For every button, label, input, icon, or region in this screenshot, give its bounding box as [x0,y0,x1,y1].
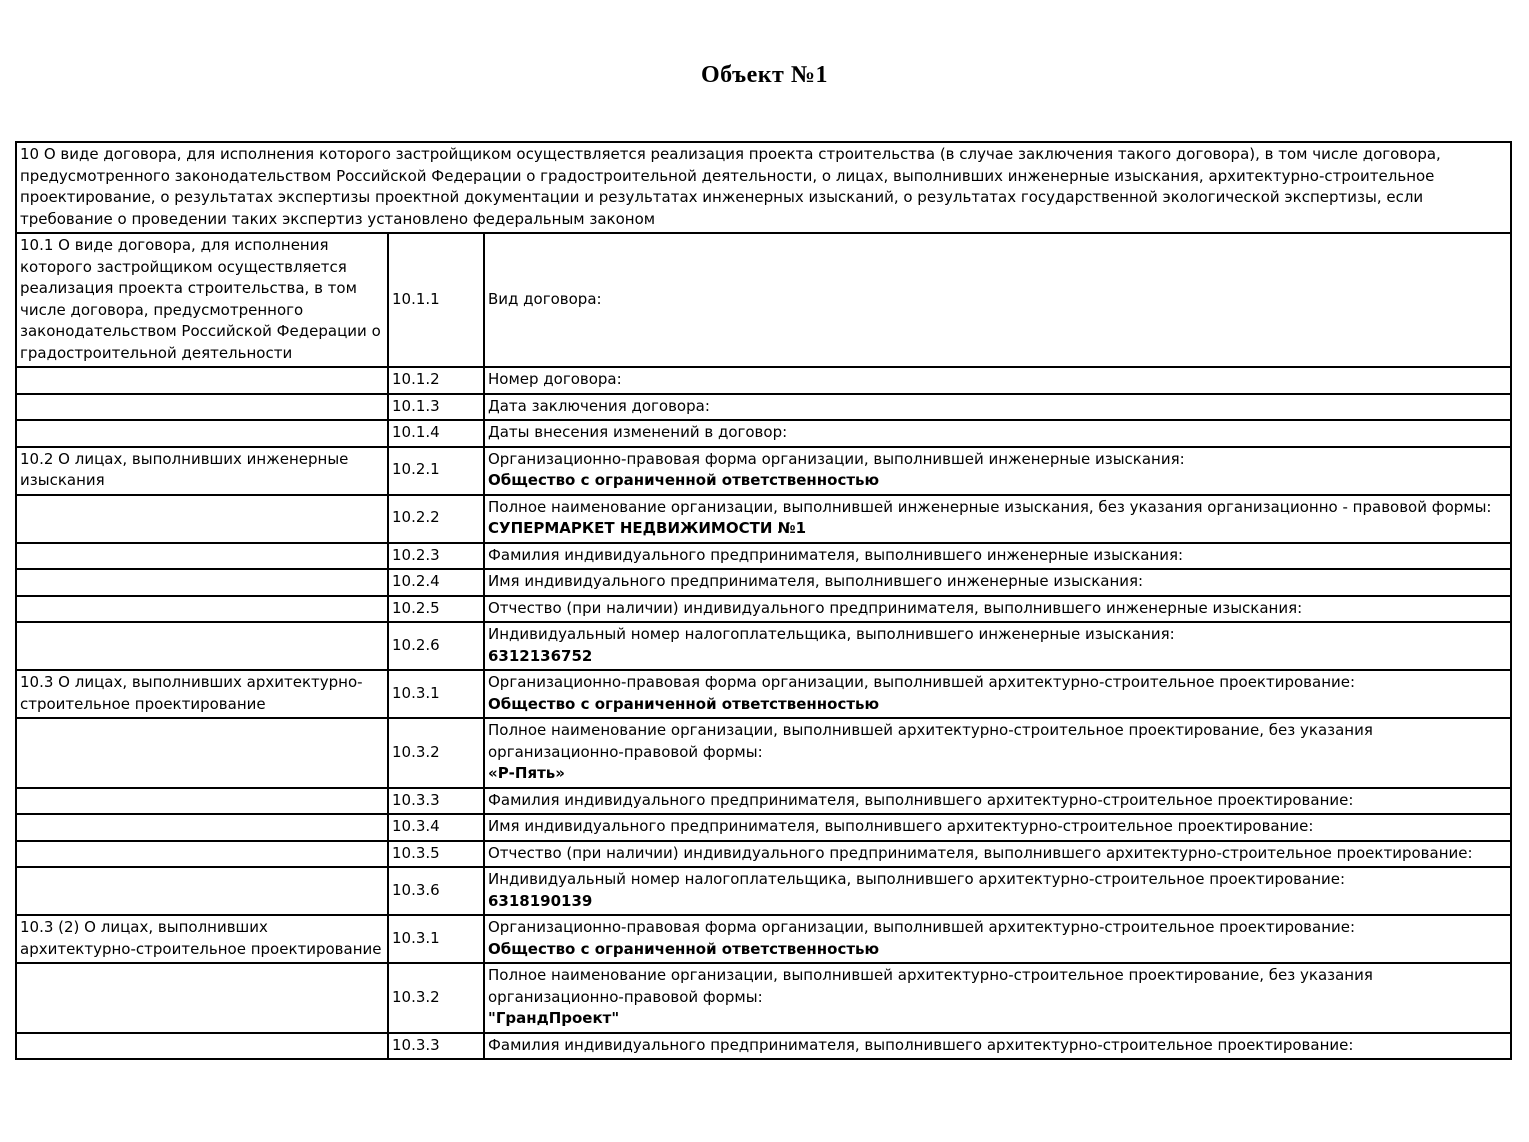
field-label: Фамилия индивидуального предпринимателя, выполнившего инженерные изыскания: [488,545,1184,564]
table-row [16,788,1511,815]
empty-cell [16,841,388,868]
row-number-cell: 10.3.6 [388,867,484,915]
empty-cell [16,622,388,670]
table-row [16,367,1511,394]
table-row [16,867,1511,915]
field-value: Общество с ограниченной ответственностью [488,471,880,489]
empty-cell [16,495,388,543]
empty-cell [16,867,388,915]
field-cell [484,1033,1511,1060]
field-cell [484,420,1511,447]
row-number-cell: 10.2.2 [388,495,484,543]
table-row [16,394,1511,421]
field-label: Организационно-правовая форма организации, выполнившей архитектурно-строительное проектирование: [488,918,1356,936]
row-number-cell: 10.3.2 [388,718,484,788]
field-label: Индивидуальный номер налогоплательщика, выполнившего инженерные изыскания: [488,625,1175,643]
field-cell [484,788,1511,815]
row-number-cell: 10.2.1 [388,447,484,495]
table-row [16,569,1511,596]
table-row [16,233,1511,367]
empty-cell [16,367,388,394]
field-value: "ГрандПроект" [488,1009,620,1027]
field-label: Полное наименование организации, выполнившей архитектурно-строительное проектирование, без указания организационно-правовой формы: [488,966,1373,1006]
field-label: Фамилия индивидуального предпринимателя, выполнившего архитектурно-строительное проектирование: [488,790,1354,809]
section-title-cell: 10.1 О виде договора, для исполнения которого застройщиком осуществляется реализация проекта строительства, в том числе договора, предусмотренного законодательством Российской Федерации о градостроительной деятельности [16,233,388,367]
field-label: Номер договора: [488,370,622,388]
field-label: Вид договора: [488,289,602,308]
field-cell [484,718,1511,788]
field-label: Имя индивидуального предпринимателя, выполнившего архитектурно-строительное проектирование: [488,817,1314,835]
empty-cell [16,420,388,447]
row-number-cell: 10.3.5 [388,841,484,868]
table-row [16,915,1511,963]
field-cell [484,543,1511,570]
field-value: 6318190139 [488,891,593,910]
field-cell [484,495,1511,543]
empty-cell [16,596,388,623]
row-number-cell: 10.3.3 [388,1033,484,1060]
table-row-header [16,142,1511,233]
field-label: Полное наименование организации, выполнившей архитектурно-строительное проектирование, без указания организационно-правовой формы: [488,721,1373,761]
row-number-cell: 10.1.3 [388,394,484,421]
empty-cell [16,718,388,788]
field-cell [484,670,1511,718]
row-number-cell: 10.1.2 [388,367,484,394]
row-number-cell: 10.2.4 [388,569,484,596]
table-row [16,670,1511,718]
row-number-cell: 10.1.1 [388,233,484,367]
table-row [16,1033,1511,1060]
field-label: Отчество (при наличии) индивидуального предпринимателя, выполнившего архитектурно-строительное проектирование: [488,843,1473,862]
table-row [16,447,1511,495]
table-row [16,841,1511,868]
field-value: 6312136752 [488,646,593,665]
field-cell [484,963,1511,1033]
row-number-cell: 10.3.3 [388,788,484,815]
empty-cell [16,788,388,815]
section-title-cell: 10.3 О лицах, выполнивших архитектурно-строительное проектирование [16,670,388,718]
field-label: Дата заключения договора: [488,396,710,415]
field-cell [484,447,1511,495]
field-cell [484,233,1511,367]
field-label: Фамилия индивидуального предпринимателя, выполнившего архитектурно-строительное проектирование: [488,1035,1354,1054]
field-cell [484,596,1511,623]
field-label: Отчество (при наличии) индивидуального предпринимателя, выполнившего инженерные изыскания: [488,598,1303,617]
row-number-cell: 10.2.5 [388,596,484,623]
section-10-header: 10 О виде договора, для исполнения которого застройщиком осуществляется реализация проекта строительства (в случае заключения такого договора), в том числе договора, предусмотренного законодательством Российской Федерации о градостроительной деятельности, о лицах, выполнивших инженерные изыскания, архитектурно-строительное проектирование, о результатах экспертизы проектной документации и результатах инженерных изысканий, о результатах государственной экологической экспертизы, если требование о проведении таких экспертиз установлено федеральным законом [16,142,1511,233]
section-title-cell: 10.2 О лицах, выполнивших инженерные изыскания [16,447,388,495]
row-number-cell: 10.2.6 [388,622,484,670]
field-label: Даты внесения изменений в договор: [488,423,788,441]
field-label: Организационно-правовая форма организации, выполнившей инженерные изыскания: [488,449,1185,468]
field-cell [484,569,1511,596]
field-cell [484,841,1511,868]
field-value: Общество с ограниченной ответственностью [488,939,880,958]
table-row [16,718,1511,788]
field-cell [484,814,1511,841]
section-title-cell: 10.3 (2) О лицах, выполнивших архитектурно-строительное проектирование [16,915,388,963]
row-number-cell: 10.2.3 [388,543,484,570]
row-number-cell: 10.3.1 [388,670,484,718]
row-number-cell: 10.1.4 [388,420,484,447]
field-value: СУПЕРМАРКЕТ НЕДВИЖИМОСТИ №1 [488,519,807,537]
field-cell [484,367,1511,394]
table-row [16,814,1511,841]
table-row [16,963,1511,1033]
page-title: Объект №1 [701,62,828,88]
row-number-cell: 10.3.2 [388,963,484,1033]
empty-cell [16,569,388,596]
declaration-table [15,141,1512,1060]
table-row [16,543,1511,570]
field-label: Имя индивидуального предпринимателя, выполнившего инженерные изыскания: [488,572,1144,590]
row-number-cell: 10.3.4 [388,814,484,841]
empty-cell [16,1033,388,1060]
row-number-cell: 10.3.1 [388,915,484,963]
table-row [16,495,1511,543]
table-row [16,622,1511,670]
field-cell [484,915,1511,963]
empty-cell [16,814,388,841]
field-label: Организационно-правовая форма организации, выполнившей архитектурно-строительное проектирование: [488,673,1356,691]
field-cell [484,867,1511,915]
table-row [16,596,1511,623]
empty-cell [16,394,388,421]
field-value: Общество с ограниченной ответственностью [488,694,880,713]
field-cell [484,394,1511,421]
field-label: Полное наименование организации, выполнившей инженерные изыскания, без указания организационно - правовой формы: [488,497,1492,516]
field-cell [484,622,1511,670]
empty-cell [16,543,388,570]
empty-cell [16,963,388,1033]
field-value: «Р-Пять» [488,764,565,782]
table-row [16,420,1511,447]
field-label: Индивидуальный номер налогоплательщика, выполнившего архитектурно-строительное проектирование: [488,870,1346,888]
